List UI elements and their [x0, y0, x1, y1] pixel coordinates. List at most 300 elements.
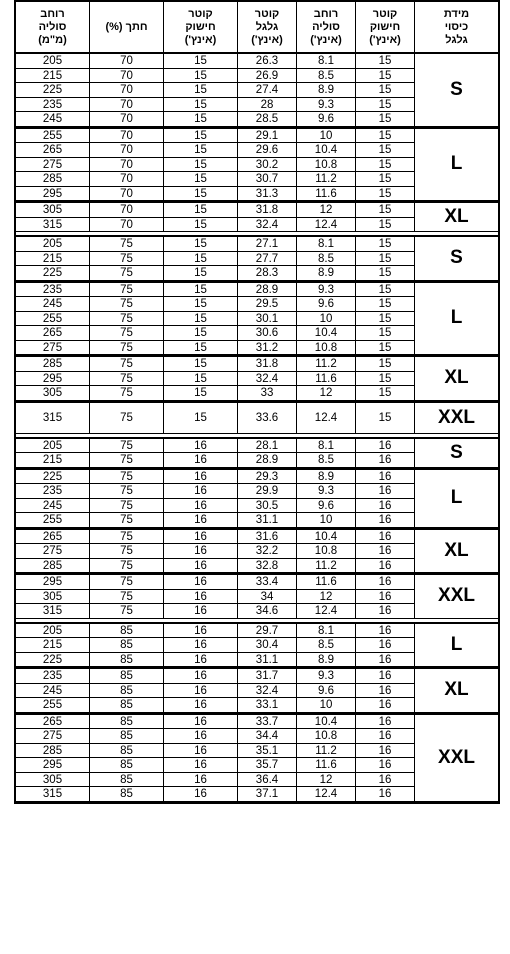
rim-diameter-inch-cell: 16 [356, 669, 415, 684]
tread-width-mm-cell: 305 [16, 590, 90, 605]
wheel-diameter-cell: 29.9 [238, 484, 297, 499]
table-row [16, 386, 415, 401]
tread-width-mm-cell: 265 [16, 326, 90, 341]
rim-diameter-inch-cell: 15 [356, 158, 415, 173]
wheel-diameter-cell: 37.1 [238, 787, 297, 802]
tread-width-inch-cell: 10.8 [297, 729, 356, 744]
profile-cell: 85 [90, 638, 164, 653]
tread-width-inch-cell: 11.2 [297, 172, 356, 187]
table-row [16, 326, 415, 341]
table-row [16, 590, 415, 605]
tread-width-inch-cell: 12 [297, 203, 356, 218]
rim-diameter-inch-cell: 15 [356, 326, 415, 341]
wheel-diameter-cell: 30.6 [238, 326, 297, 341]
wheel-diameter-cell: 27.4 [238, 83, 297, 98]
table-row [16, 266, 415, 281]
tread-width-mm-cell: 315 [16, 218, 90, 233]
table-row [16, 758, 415, 773]
table-row [16, 237, 415, 252]
wheel-diameter-cell: 28.5 [238, 112, 297, 127]
tread-width-inch-cell: 8.9 [297, 83, 356, 98]
rim-diameter-cell: 16 [164, 544, 238, 559]
rim-diameter-cell: 16 [164, 559, 238, 574]
profile-cell: 70 [90, 129, 164, 144]
tread-width-inch-cell: 10.4 [297, 326, 356, 341]
profile-cell: 85 [90, 744, 164, 759]
profile-cell: 85 [90, 758, 164, 773]
table-row [16, 499, 415, 514]
tread-width-mm-cell: 255 [16, 312, 90, 327]
cover-size-label: XL [415, 669, 498, 713]
wheel-diameter-cell: 26.9 [238, 69, 297, 84]
wheel-diameter-cell: 33 [238, 386, 297, 401]
rim-diameter-cell: 15 [164, 326, 238, 341]
table-row [16, 787, 415, 802]
tread-width-mm-cell: 245 [16, 297, 90, 312]
table-row [16, 513, 415, 528]
tread-width-mm-cell: 215 [16, 69, 90, 84]
tread-width-inch-cell: 10.8 [297, 341, 356, 356]
profile-cell: 70 [90, 98, 164, 113]
rim-diameter-inch-cell: 16 [356, 484, 415, 499]
table-row [16, 283, 415, 298]
tread-width-inch-cell: 12 [297, 773, 356, 788]
tread-width-mm-cell: 255 [16, 129, 90, 144]
rim-diameter-inch-cell: 15 [356, 237, 415, 252]
profile-cell: 75 [90, 341, 164, 356]
profile-cell: 70 [90, 187, 164, 202]
wheel-diameter-cell: 28.3 [238, 266, 297, 281]
rim-diameter-inch-cell: 15 [356, 297, 415, 312]
table-row [16, 729, 415, 744]
table-row [16, 372, 415, 387]
profile-cell: 75 [90, 266, 164, 281]
wheel-diameter-cell: 27.1 [238, 237, 297, 252]
rim-diameter-inch-cell: 15 [356, 218, 415, 233]
cover-size-label: L [415, 129, 498, 202]
rim-diameter-inch-cell: 15 [356, 252, 415, 267]
profile-cell: 75 [90, 326, 164, 341]
rim-diameter-cell: 15 [164, 372, 238, 387]
profile-cell: 70 [90, 69, 164, 84]
rim-diameter-inch-cell: 15 [356, 312, 415, 327]
cover-size-label: XL [415, 357, 498, 401]
profile-cell: 75 [90, 513, 164, 528]
rim-diameter-cell: 15 [164, 252, 238, 267]
wheel-diameter-cell: 32.8 [238, 559, 297, 574]
wheel-diameter-cell: 34.4 [238, 729, 297, 744]
size-group [16, 129, 498, 204]
tread-width-inch-cell: 10.8 [297, 544, 356, 559]
tread-width-inch-cell: 10 [297, 312, 356, 327]
table-row [16, 297, 415, 312]
table-row [16, 158, 415, 173]
tread-width-inch-cell: 8.9 [297, 266, 356, 281]
tread-width-mm-cell: 235 [16, 98, 90, 113]
tread-width-inch-cell: 10 [297, 698, 356, 713]
header-wheel-diameter: קוטר גלגל (אינץ') [238, 2, 297, 52]
wheel-diameter-cell: 31.1 [238, 513, 297, 528]
profile-cell: 85 [90, 715, 164, 730]
rim-diameter-cell: 15 [164, 187, 238, 202]
rim-diameter-cell: 16 [164, 669, 238, 684]
tread-width-mm-cell: 205 [16, 237, 90, 252]
tread-width-mm-cell: 275 [16, 544, 90, 559]
rim-diameter-cell: 16 [164, 590, 238, 605]
rim-diameter-cell: 16 [164, 470, 238, 485]
cover-size-label: S [415, 54, 498, 127]
rim-diameter-cell: 16 [164, 653, 238, 668]
profile-cell: 75 [90, 575, 164, 590]
table-row [16, 129, 415, 144]
tread-width-mm-cell: 245 [16, 112, 90, 127]
profile-cell: 70 [90, 158, 164, 173]
tread-width-mm-cell: 235 [16, 283, 90, 298]
wheel-diameter-cell: 30.4 [238, 638, 297, 653]
rim-diameter-cell: 16 [164, 758, 238, 773]
tread-width-mm-cell: 225 [16, 266, 90, 281]
wheel-diameter-cell: 32.2 [238, 544, 297, 559]
wheel-diameter-cell: 29.6 [238, 143, 297, 158]
profile-cell: 75 [90, 403, 164, 434]
rim-diameter-inch-cell: 16 [356, 787, 415, 802]
rim-diameter-inch-cell: 15 [356, 283, 415, 298]
tread-width-mm-cell: 225 [16, 470, 90, 485]
tread-width-mm-cell: 315 [16, 403, 90, 434]
rim-diameter-inch-cell: 15 [356, 54, 415, 69]
table-row [16, 403, 415, 434]
table-row [16, 638, 415, 653]
rim-diameter-cell: 15 [164, 172, 238, 187]
rim-diameter-inch-cell: 15 [356, 187, 415, 202]
profile-cell: 75 [90, 544, 164, 559]
table-row [16, 112, 415, 127]
cover-size-label: L [415, 624, 498, 668]
rim-diameter-cell: 16 [164, 484, 238, 499]
rim-diameter-cell: 15 [164, 98, 238, 113]
rim-diameter-inch-cell: 15 [356, 203, 415, 218]
tread-width-mm-cell: 235 [16, 669, 90, 684]
tread-width-inch-cell: 12 [297, 590, 356, 605]
tread-width-mm-cell: 215 [16, 638, 90, 653]
profile-cell: 75 [90, 283, 164, 298]
profile-cell: 70 [90, 203, 164, 218]
tread-width-inch-cell: 8.1 [297, 439, 356, 454]
wheel-diameter-cell: 33.6 [238, 403, 297, 434]
tread-width-inch-cell: 12.4 [297, 403, 356, 434]
profile-cell: 75 [90, 237, 164, 252]
table-row [16, 684, 415, 699]
rim-diameter-inch-cell: 15 [356, 143, 415, 158]
wheel-diameter-cell: 32.4 [238, 684, 297, 699]
wheel-diameter-cell: 36.4 [238, 773, 297, 788]
rim-diameter-cell: 16 [164, 684, 238, 699]
table-row [16, 143, 415, 158]
table-row [16, 744, 415, 759]
wheel-diameter-cell: 35.7 [238, 758, 297, 773]
rim-diameter-inch-cell: 15 [356, 403, 415, 434]
rim-diameter-inch-cell: 16 [356, 638, 415, 653]
wheel-diameter-cell: 28.9 [238, 453, 297, 468]
wheel-diameter-cell: 31.2 [238, 341, 297, 356]
header-rim-diameter: קוטר חישוק (אינץ') [164, 2, 238, 52]
wheel-diameter-cell: 28.9 [238, 283, 297, 298]
tread-width-mm-cell: 215 [16, 453, 90, 468]
rim-diameter-inch-cell: 15 [356, 112, 415, 127]
rim-diameter-cell: 15 [164, 129, 238, 144]
wheel-diameter-cell: 34.6 [238, 604, 297, 619]
tread-width-inch-cell: 8.5 [297, 453, 356, 468]
profile-cell: 75 [90, 590, 164, 605]
tread-width-mm-cell: 315 [16, 604, 90, 619]
rim-diameter-inch-cell: 16 [356, 559, 415, 574]
header-tread-width-inch: רוחב סוליה (אינץ') [297, 2, 356, 52]
rim-diameter-cell: 16 [164, 773, 238, 788]
rim-diameter-inch-cell: 16 [356, 698, 415, 713]
table-body [16, 54, 498, 802]
rim-diameter-cell: 16 [164, 787, 238, 802]
header-cover-size: מידת כיסוי גלגל [443, 7, 470, 46]
table-row [16, 530, 415, 545]
tread-width-mm-cell: 275 [16, 341, 90, 356]
tread-width-inch-cell: 9.3 [297, 98, 356, 113]
profile-cell: 75 [90, 357, 164, 372]
rim-diameter-cell: 16 [164, 575, 238, 590]
table-row [16, 172, 415, 187]
rim-diameter-inch-cell: 15 [356, 83, 415, 98]
tread-width-mm-cell: 275 [16, 158, 90, 173]
tread-width-inch-cell: 12 [297, 386, 356, 401]
header-tread-width-mm: רוחב סוליה (מ"מ) [16, 2, 90, 52]
tread-width-inch-cell: 8.5 [297, 69, 356, 84]
rim-diameter-cell: 16 [164, 453, 238, 468]
table-row [16, 203, 415, 218]
table-row [16, 218, 415, 233]
tread-width-mm-cell: 295 [16, 187, 90, 202]
wheel-diameter-cell: 35.1 [238, 744, 297, 759]
profile-cell: 75 [90, 386, 164, 401]
tread-width-inch-cell: 10.8 [297, 158, 356, 173]
tread-width-mm-cell: 315 [16, 787, 90, 802]
tread-width-mm-cell: 305 [16, 773, 90, 788]
rim-diameter-inch-cell: 15 [356, 341, 415, 356]
rim-diameter-cell: 16 [164, 499, 238, 514]
table-row [16, 669, 415, 684]
tread-width-inch-cell: 9.6 [297, 684, 356, 699]
size-group [16, 203, 498, 232]
tread-width-mm-cell: 225 [16, 83, 90, 98]
tread-width-inch-cell: 9.6 [297, 499, 356, 514]
rim-diameter-inch-cell: 15 [356, 129, 415, 144]
tread-width-mm-cell: 285 [16, 357, 90, 372]
rim-diameter-cell: 15 [164, 312, 238, 327]
tread-width-inch-cell: 11.6 [297, 187, 356, 202]
wheel-diameter-cell: 27.7 [238, 252, 297, 267]
size-group [16, 575, 498, 619]
rim-diameter-inch-cell: 16 [356, 499, 415, 514]
tread-width-inch-cell: 11.6 [297, 372, 356, 387]
rim-diameter-inch-cell: 16 [356, 758, 415, 773]
table-row [16, 252, 415, 267]
rim-diameter-inch-cell: 16 [356, 684, 415, 699]
rim-diameter-inch-cell: 15 [356, 266, 415, 281]
profile-cell: 75 [90, 439, 164, 454]
table-row [16, 312, 415, 327]
profile-cell: 75 [90, 499, 164, 514]
tread-width-mm-cell: 235 [16, 484, 90, 499]
rim-diameter-inch-cell: 16 [356, 544, 415, 559]
tread-width-inch-cell: 8.5 [297, 252, 356, 267]
rim-diameter-cell: 16 [164, 604, 238, 619]
tread-width-inch-cell: 11.6 [297, 758, 356, 773]
cover-size-label: XXL [415, 403, 498, 434]
tread-width-inch-cell: 8.9 [297, 470, 356, 485]
tread-width-inch-cell: 8.5 [297, 638, 356, 653]
wheel-diameter-cell: 32.4 [238, 372, 297, 387]
table-row [16, 698, 415, 713]
wheel-diameter-cell: 26.3 [238, 54, 297, 69]
tread-width-inch-cell: 10 [297, 513, 356, 528]
tread-width-mm-cell: 265 [16, 143, 90, 158]
tread-width-inch-cell: 9.3 [297, 669, 356, 684]
table-row [16, 83, 415, 98]
rim-diameter-cell: 15 [164, 283, 238, 298]
rim-diameter-cell: 15 [164, 83, 238, 98]
tread-width-inch-cell: 10.4 [297, 530, 356, 545]
tread-width-mm-cell: 275 [16, 729, 90, 744]
size-group [16, 54, 498, 129]
wheel-diameter-cell: 30.5 [238, 499, 297, 514]
tread-width-mm-cell: 285 [16, 172, 90, 187]
tread-width-mm-cell: 285 [16, 744, 90, 759]
rim-diameter-cell: 15 [164, 341, 238, 356]
rim-diameter-cell: 16 [164, 624, 238, 639]
table-row [16, 715, 415, 730]
wheel-diameter-cell: 28.1 [238, 439, 297, 454]
profile-cell: 85 [90, 669, 164, 684]
tread-width-mm-cell: 255 [16, 698, 90, 713]
profile-cell: 75 [90, 297, 164, 312]
profile-cell: 75 [90, 470, 164, 485]
wheel-diameter-cell: 30.1 [238, 312, 297, 327]
table-row [16, 484, 415, 499]
cover-size-label: XL [415, 530, 498, 574]
rim-diameter-inch-cell: 16 [356, 653, 415, 668]
profile-cell: 75 [90, 530, 164, 545]
rim-diameter-cell: 15 [164, 54, 238, 69]
tread-width-mm-cell: 295 [16, 758, 90, 773]
rim-diameter-inch-cell: 16 [356, 624, 415, 639]
profile-cell: 75 [90, 559, 164, 574]
wheel-diameter-cell: 31.8 [238, 357, 297, 372]
tread-width-mm-cell: 265 [16, 530, 90, 545]
profile-cell: 75 [90, 604, 164, 619]
rim-diameter-cell: 15 [164, 218, 238, 233]
header-profile-percent: חתך (%) [90, 2, 164, 52]
rim-diameter-cell: 16 [164, 698, 238, 713]
size-group [16, 237, 498, 283]
profile-cell: 85 [90, 698, 164, 713]
table-row [16, 187, 415, 202]
profile-cell: 70 [90, 143, 164, 158]
rim-diameter-inch-cell: 16 [356, 715, 415, 730]
tread-width-inch-cell: 11.2 [297, 357, 356, 372]
rim-diameter-cell: 16 [164, 513, 238, 528]
table-row [16, 54, 415, 69]
rim-diameter-inch-cell: 16 [356, 773, 415, 788]
rim-diameter-inch-cell: 15 [356, 386, 415, 401]
profile-cell: 75 [90, 372, 164, 387]
rim-diameter-cell: 15 [164, 357, 238, 372]
rim-diameter-inch-cell: 16 [356, 744, 415, 759]
profile-cell: 75 [90, 252, 164, 267]
profile-cell: 85 [90, 729, 164, 744]
rim-diameter-cell: 15 [164, 112, 238, 127]
table-header [16, 2, 498, 54]
table-row [16, 653, 415, 668]
size-group [16, 470, 498, 530]
tread-width-mm-cell: 215 [16, 252, 90, 267]
tread-width-mm-cell: 255 [16, 513, 90, 528]
table-row [16, 98, 415, 113]
rim-diameter-inch-cell: 16 [356, 530, 415, 545]
table-row [16, 624, 415, 639]
wheel-diameter-cell: 29.7 [238, 624, 297, 639]
rim-diameter-cell: 15 [164, 266, 238, 281]
profile-cell: 70 [90, 172, 164, 187]
tread-width-inch-cell: 8.9 [297, 653, 356, 668]
profile-cell: 85 [90, 773, 164, 788]
tread-width-inch-cell: 10.4 [297, 143, 356, 158]
tread-width-inch-cell: 11.6 [297, 575, 356, 590]
profile-cell: 75 [90, 312, 164, 327]
rim-diameter-cell: 15 [164, 386, 238, 401]
cover-size-label: S [415, 237, 498, 281]
profile-cell: 85 [90, 624, 164, 639]
rim-diameter-cell: 15 [164, 237, 238, 252]
rim-diameter-cell: 15 [164, 158, 238, 173]
cover-size-label: XL [415, 203, 498, 232]
rim-diameter-cell: 16 [164, 729, 238, 744]
tread-width-inch-cell: 8.1 [297, 54, 356, 69]
tread-width-mm-cell: 245 [16, 684, 90, 699]
tread-width-mm-cell: 285 [16, 559, 90, 574]
wheel-diameter-cell: 31.7 [238, 669, 297, 684]
wheel-diameter-cell: 30.7 [238, 172, 297, 187]
cover-size-label: L [415, 283, 498, 356]
table-row [16, 604, 415, 619]
table-row [16, 559, 415, 574]
wheel-diameter-cell: 31.1 [238, 653, 297, 668]
profile-cell: 85 [90, 787, 164, 802]
rim-diameter-inch-cell: 16 [356, 513, 415, 528]
tread-width-inch-cell: 11.2 [297, 559, 356, 574]
tread-width-mm-cell: 305 [16, 386, 90, 401]
profile-cell: 70 [90, 54, 164, 69]
tread-width-inch-cell: 9.3 [297, 484, 356, 499]
size-group [16, 624, 498, 670]
size-group [16, 715, 498, 802]
tread-width-mm-cell: 225 [16, 653, 90, 668]
tread-width-inch-cell: 12.4 [297, 218, 356, 233]
tread-width-mm-cell: 205 [16, 439, 90, 454]
table-row [16, 773, 415, 788]
rim-diameter-cell: 16 [164, 638, 238, 653]
tread-width-inch-cell: 10 [297, 129, 356, 144]
wheel-diameter-cell: 31.3 [238, 187, 297, 202]
cover-size-label: XXL [415, 575, 498, 619]
tread-width-inch-cell: 9.6 [297, 297, 356, 312]
